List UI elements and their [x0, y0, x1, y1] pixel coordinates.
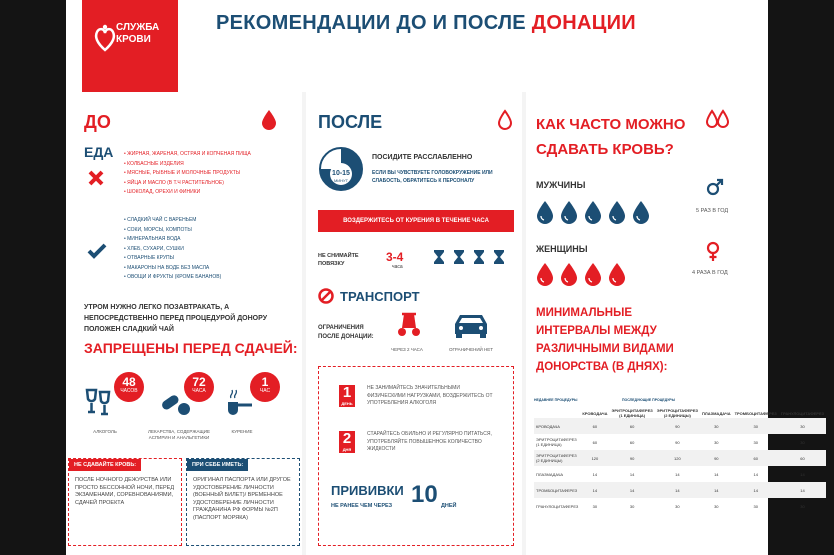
table-row [534, 418, 826, 434]
list-item-text: СОКИ, МОРСЫ, КОМПОТЫ [127, 226, 192, 233]
women-frequency: 4 РАЗА В ГОД [692, 270, 728, 276]
men-drops [536, 200, 656, 229]
table-cell: 60 [629, 439, 635, 445]
timer-unit: МИНУТ [333, 178, 349, 183]
frequency-heading-line1: КАК ЧАСТО МОЖНО [536, 116, 686, 133]
wine-glasses-icon [84, 386, 114, 416]
table-cell: 30 [592, 503, 598, 509]
dont-donate-title: НЕ СДАВАЙТЕ КРОВЬ: [69, 459, 141, 471]
vaccine-heading: ПРИВИВКИ [331, 483, 404, 498]
table-cell: 90 [700, 450, 733, 466]
list-item-text: КОЛБАСНЫЕ ИЗДЕЛИЯ [127, 160, 184, 167]
sit-text: ЕСЛИ ВЫ ЧУВСТВУЕТЕ ГОЛОВОКРУЖЕНИЕ ИЛИ СЛАБОСТЬ, ОБРАТИТЕСЬ К ПЕРСОНАЛУ [372, 170, 493, 184]
list-item [124, 169, 300, 179]
table-cell: 14 [733, 482, 779, 498]
table-row-header: ЭРИТРОЦИТАФЕРЕЗ (2 ЕДИНИЦЫ) [534, 450, 580, 466]
table-row [534, 466, 826, 482]
table-row-header: ТРОМБОЦИТАФЕРЕЗ [534, 482, 580, 498]
bullet: • [124, 160, 128, 167]
table-cell: 30 [800, 439, 805, 445]
table-cell: 30 [700, 418, 733, 434]
two-drops-icon [706, 110, 730, 130]
table-prev-label: НЕДАВНЕЕ ПРОЦЕДУРЫ [534, 398, 578, 402]
blood-drop-icon [560, 200, 578, 224]
men-frequency: 5 РАЗ В ГОД [696, 208, 729, 214]
table-cell: 30 [733, 418, 779, 434]
bring-documents-text: ОРИГИНАЛ ПАСПОРТА ИЛИ ДРУГОЕ УДОСТОВЕРЕНИЕ ЛИЧНОСТИ (ВОЕННЫЙ БИЛЕТ)/ ВРЕМЕННОЕ УДОСТОВЕРЕНИЕ ЛИЧНОСТИ ГРАЖДАНИНА РФ ФОРМЫ №2П (ПАСПОРТ МОРЯКА) [193, 477, 291, 521]
table-column-header: ГРАНУЛОЦИТАФЕРЕЗ [780, 410, 825, 416]
list-item [124, 245, 300, 255]
table-cell: 120 [580, 450, 609, 466]
table-cell: 14 [714, 471, 719, 477]
smoking-value: 1 [261, 375, 269, 389]
table-cell: 30 [714, 439, 719, 445]
bullet: • [124, 179, 128, 186]
blood-drop-icon [608, 200, 626, 224]
list-item [124, 226, 300, 236]
list-item-text: МАКАРОНЫ НА ВОДЕ БЕЗ МАСЛА [127, 264, 210, 271]
alcohol-unit: ЧАСОВ [120, 388, 138, 394]
table-row [534, 498, 826, 514]
intervals-heading-line2: ИНТЕРВАЛЫ МЕЖДУ [536, 325, 657, 337]
table-cell: 90 [675, 439, 680, 445]
frequency-heading [536, 112, 685, 162]
table-row [534, 434, 826, 450]
after-heading: ПОСЛЕ [318, 112, 383, 132]
table-cell: 90 [609, 450, 654, 466]
infographic-sheet [66, 0, 825, 555]
female-symbol-icon [706, 242, 720, 262]
bullet: • [124, 255, 128, 261]
blood-drop-icon [560, 262, 578, 286]
blood-drop-icon [584, 200, 602, 224]
bullet: • [124, 170, 128, 176]
cross-icon [88, 170, 104, 186]
table-cell: 14 [753, 471, 758, 477]
table-cell: 14 [700, 482, 733, 498]
list-item [124, 273, 300, 283]
women-label: ЖЕНЩИНЫ [536, 244, 588, 254]
table-column-header: ТРОМБОЦИТАФЕРЕЗ [734, 410, 777, 416]
scooter-caption: ЧЕРЕЗ 2 ЧАСА [391, 347, 423, 352]
dont-donate-box [68, 458, 182, 546]
after-column [306, 92, 522, 555]
medicine-value: 72 [192, 375, 206, 389]
male-symbol-icon [706, 178, 724, 196]
medicine-badge [184, 372, 214, 402]
table-cell: 14 [580, 482, 609, 498]
list-item-text: ЖИРНАЯ, ЖАРЕНАЯ, ОСТРАЯ И КОПЧЕНАЯ ПИЩА [127, 151, 251, 157]
list-item [124, 254, 300, 264]
table-row [534, 450, 826, 466]
list-item-text: МИНЕРАЛЬНАЯ ВОДА [127, 236, 181, 242]
food-heading: ЕДА [84, 144, 114, 160]
hourglass-icon [494, 250, 504, 264]
bandage-value: 3-4 [386, 250, 404, 264]
table-cell: 14 [675, 471, 680, 477]
prohibited-heading: ЗАПРЕЩЕНЫ ПЕРЕД СДАЧЕЙ: [84, 340, 298, 356]
list-item [124, 150, 300, 160]
day-2-unit: ДНЯ [342, 447, 352, 452]
table-column-header: ЭРИТРОЦИТАФЕРЕЗ (2 ЕДИНИЦЫ) [656, 408, 699, 418]
scooter-icon [396, 310, 422, 338]
logo-line1: СЛУЖБА [116, 22, 160, 33]
checkmark-icon [88, 244, 106, 258]
alcohol-caption: АЛКОГОЛЬ [93, 429, 117, 434]
blood-drop-icon [584, 262, 602, 286]
bullet: • [124, 151, 128, 157]
intervals-heading-line4: ДОНОРСТВА (В ДНЯХ): [536, 361, 668, 373]
hourglass-icon [474, 250, 484, 264]
bandage-label: НЕ СНИМАЙТЕ ПОВЯЗКУ [318, 253, 359, 267]
blood-drop-icon [632, 200, 650, 224]
forbidden-food-list [124, 150, 300, 198]
medicine-unit: ЧАСА [192, 388, 206, 394]
intervals-heading-line3: РАЗЛИЧНЫМИ ВИДАМИ [536, 343, 674, 355]
table-next-label: ПОСЛЕДУЮЩИЕ ПРОЦЕДУРЫ [622, 398, 676, 402]
day-1-text: НЕ ЗАНИМАЙТЕСЬ ЗНАЧИТЕЛЬНЫМИ ФИЗИЧЕСКИМИ НАГРУЗКАМИ, ВОЗДЕРЖИТЕСЬ ОТ УПОТРЕБЛЕНИЯ АЛКОГОЛЯ [367, 385, 493, 406]
list-item-text: ШОКОЛАД, ОРЕХИ И ФИНИКИ [127, 189, 201, 195]
table-cell: 14 [609, 482, 654, 498]
title-accent: ДОНАЦИИ [531, 12, 636, 34]
day-2-badge [339, 431, 355, 453]
table-cell: 14 [592, 471, 598, 477]
table-cell: 60 [592, 439, 598, 445]
before-heading: ДО [84, 112, 111, 132]
table-column-header: ПЛАЗМАДАЧА [702, 410, 731, 416]
blood-drop-outline-icon [498, 110, 512, 130]
bullet: • [124, 217, 128, 223]
bullet: • [124, 189, 128, 195]
smoking-unit: ЧАС [259, 388, 271, 394]
table-cell: 14 [629, 471, 635, 477]
alcohol-badge [114, 372, 144, 402]
sit-title: ПОСИДИТЕ РАССЛАБЛЕННО [372, 154, 473, 161]
alcohol-value: 48 [122, 375, 136, 389]
list-item-text: ЯЙЦА И МАСЛО (В Т.Ч РАСТИТЕЛЬНОЕ) [127, 179, 224, 186]
table-cell: 30 [675, 503, 680, 509]
table-row-header: ГРАНУЛОЦИТАФЕРЕЗ [536, 503, 579, 509]
intervals-heading-line1: МИНИМАЛЬНЫЕ [536, 307, 633, 319]
table-column-header: КРОВОДАЧА [582, 410, 608, 416]
list-item-text: ОВОЩИ И ФРУКТЫ (КРОМЕ БАНАНОВ) [127, 274, 222, 280]
allowed-food-list [124, 216, 300, 283]
list-item [124, 160, 300, 170]
prohibited-sign-icon [318, 288, 334, 304]
day-1-unit: ДЕНЬ [341, 401, 353, 406]
timer-icon [318, 146, 364, 192]
table-cell: 30 [800, 503, 805, 509]
hourglass-icon [434, 250, 444, 264]
bring-documents-box [186, 458, 300, 546]
table-cell: 30 [753, 439, 758, 445]
list-item-text: ОТВАРНЫЕ КРУПЫ [127, 255, 175, 261]
list-item [124, 264, 300, 274]
list-item [124, 216, 300, 226]
bullet: • [124, 245, 128, 252]
before-column [66, 92, 302, 555]
table-cell: 60 [733, 450, 779, 466]
vaccine-value: 10 [411, 481, 438, 508]
table-cell: 14 [655, 482, 700, 498]
heart-logo-icon [94, 24, 116, 52]
list-item-text: СЛАДКИЙ ЧАЙ С ВАРЕНЬЕМ [127, 217, 197, 223]
page-title [216, 12, 636, 35]
car-icon [452, 312, 490, 338]
blood-drop-icon [536, 262, 554, 286]
table-cell: 14 [800, 471, 805, 477]
bullet: • [124, 264, 128, 271]
timer-readout [328, 170, 354, 183]
after-days-box [318, 366, 514, 546]
table-cell: 14 [779, 482, 826, 498]
logo [82, 0, 178, 92]
table-row-header: КРОВОДАЧА [534, 418, 580, 434]
logo-text [116, 22, 159, 46]
transport-heading: ТРАНСПОРТ [340, 289, 420, 304]
list-item-text: ХЛЕБ, СУХАРИ, СУШКИ [127, 245, 184, 252]
vaccine-unit: ДНЕЙ [441, 503, 457, 509]
transport-label: ОГРАНИЧЕНИЯ ПОСЛЕ ДОНАЦИИ: [318, 325, 374, 340]
table-column-header: ЭРИТРОЦИТАФЕРЕЗ (1 ЕДИНИЦА) [611, 408, 653, 418]
frequency-heading-line2: СДАВАТЬ КРОВЬ? [536, 141, 674, 158]
medicine-caption: ЛЕКАРСТВА, СОДЕРЖАЩИЕ АСПИРИН И АНАЛЬГЕТИКИ [148, 429, 210, 440]
smoking-badge [250, 372, 280, 402]
bring-documents-title: ПРИ СЕБЕ ИМЕТЬ: [187, 459, 248, 471]
smoking-caption: КУРЕНИЕ [231, 429, 253, 434]
list-item [124, 235, 300, 245]
blood-drop-icon [262, 110, 276, 130]
list-item-text: МЯСНЫЕ, РЫБНЫЕ И МОЛОЧНЫЕ ПРОДУКТЫ [127, 170, 241, 176]
table-row-header: ПЛАЗМАДАЧА [536, 471, 564, 477]
breakfast-note: УТРОМ НУЖНО ЛЕГКО ПОЗАВТРАКАТЬ, А НЕПОСРЕДСТВЕННО ПЕРЕД ПРОЦЕДУРОЙ ДОНОРУ ПОЛОЖЕН СЛАДКИЙ ЧАЙ [84, 304, 268, 333]
bullet: • [124, 274, 128, 280]
table-row-header: ЭРИТРОЦИТАФЕРЕЗ (1 ЕДИНИЦА) [536, 437, 577, 447]
table-row [534, 482, 826, 498]
list-item [124, 188, 300, 198]
table-cell: 30 [629, 503, 635, 509]
blood-drop-icon [536, 200, 554, 224]
men-label: МУЖЧИНЫ [536, 180, 586, 190]
bullet: • [124, 226, 128, 233]
day-2-text: СТАРАЙТЕСЬ ОБИЛЬНО И РЕГУЛЯРНО ПИТАТЬСЯ, УПОТРЕБЛЯЙТЕ ПОВЫШЕННОЕ КОЛИЧЕСТВО ЖИДКОСТИ [367, 431, 492, 452]
day-1-badge [339, 385, 355, 407]
table-cell: 90 [655, 418, 700, 434]
timer-value: 10-15 [332, 170, 350, 177]
table-cell: 60 [779, 450, 826, 466]
table-corner [534, 408, 580, 418]
intervals-table [534, 408, 826, 514]
table-cell: 30 [779, 418, 826, 434]
table-cell: 60 [609, 418, 654, 434]
logo-line2: КРОВИ [116, 34, 151, 45]
list-item [124, 179, 300, 189]
table-cell: 60 [580, 418, 609, 434]
frequency-column [526, 92, 825, 555]
dont-donate-text: ПОСЛЕ НОЧНОГО ДЕЖУРСТВА ИЛИ ПРОСТО БЕССОННОЙ НОЧИ, ПЕРЕД ЭКЗАМЕНАМИ, СОРЕВНОВАНИЯМИ, СДАЧЕЙ ПРОЕКТА [75, 477, 175, 506]
no-smoking-bar: ВОЗДЕРЖИТЕСЬ ОТ КУРЕНИЯ В ТЕЧЕНИЕ ЧАСА [318, 210, 514, 232]
bullet: • [124, 236, 128, 242]
bandage-unit: часа [392, 264, 403, 270]
table-cell: 120 [655, 450, 700, 466]
table-cell: 30 [714, 503, 719, 509]
vaccine-label: НЕ РАНЕЕ ЧЕМ ЧЕРЕЗ [331, 503, 393, 509]
car-caption: ОГРАНИЧЕНИЙ НЕТ [448, 347, 494, 352]
intervals-heading [536, 304, 674, 376]
day-2-number: 2 [342, 430, 352, 447]
table-cell: 30 [753, 503, 758, 509]
women-drops [536, 262, 632, 291]
title-main: РЕКОМЕНДАЦИИ ДО И ПОСЛЕ [216, 12, 532, 34]
hourglass-icon [454, 250, 464, 264]
blood-drop-icon [608, 262, 626, 286]
table-header-row [534, 408, 826, 418]
header [66, 0, 768, 92]
day-1-number: 1 [342, 384, 352, 401]
